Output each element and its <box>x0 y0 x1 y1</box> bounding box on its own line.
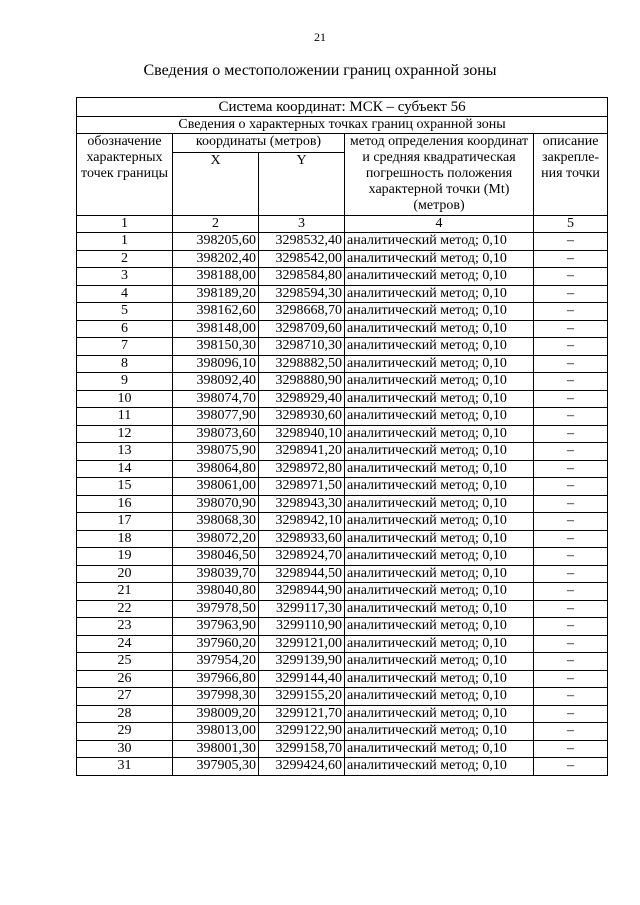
column-number: 3 <box>259 216 345 233</box>
x-coordinate-cell: 398061,00 <box>173 478 259 496</box>
table-row <box>77 600 608 618</box>
description-cell: – <box>534 723 608 741</box>
table-row <box>77 618 608 636</box>
table-row <box>77 443 608 461</box>
description-cell: – <box>534 285 608 303</box>
system-header-row <box>77 98 608 117</box>
x-coordinate-cell: 397960,20 <box>173 635 259 653</box>
y-coordinate-cell: 3299110,90 <box>259 618 345 636</box>
x-coordinate-cell: 398074,70 <box>173 390 259 408</box>
y-coordinate-cell: 3298710,30 <box>259 338 345 356</box>
method-cell: аналитический метод; 0,10 <box>345 565 534 583</box>
description-column-header: описание закрепле-ния точки <box>534 134 608 216</box>
point-number-cell: 24 <box>77 635 173 653</box>
method-cell: аналитический метод; 0,10 <box>345 320 534 338</box>
table-row <box>77 513 608 531</box>
designation-column-header: обозначение характерных точек границы <box>77 134 173 216</box>
method-column-header: метод определения координат и средняя квадратическая погрешность положения характерной точки (Mt) (метров) <box>345 134 534 216</box>
y-coordinate-cell: 3298942,10 <box>259 513 345 531</box>
method-cell: аналитический метод; 0,10 <box>345 495 534 513</box>
description-cell: – <box>534 530 608 548</box>
description-cell: – <box>534 338 608 356</box>
x-coordinate-cell: 398039,70 <box>173 565 259 583</box>
description-cell: – <box>534 705 608 723</box>
method-cell: аналитический метод; 0,10 <box>345 338 534 356</box>
x-coordinate-cell: 398064,80 <box>173 460 259 478</box>
table-row <box>77 478 608 496</box>
x-coordinate-cell: 398013,00 <box>173 723 259 741</box>
points-header-row <box>77 117 608 134</box>
description-cell: – <box>534 425 608 443</box>
y-coordinate-cell: 3299121,70 <box>259 705 345 723</box>
column-number: 5 <box>534 216 608 233</box>
x-coordinate-cell: 398073,60 <box>173 425 259 443</box>
description-cell: – <box>534 688 608 706</box>
description-cell: – <box>534 653 608 671</box>
description-cell: – <box>534 495 608 513</box>
x-coordinate-cell: 397963,90 <box>173 618 259 636</box>
point-number-cell: 7 <box>77 338 173 356</box>
y-coordinate-cell: 3298880,90 <box>259 373 345 391</box>
column-number: 2 <box>173 216 259 233</box>
method-cell: аналитический метод; 0,10 <box>345 583 534 601</box>
description-cell: – <box>534 565 608 583</box>
point-number-cell: 20 <box>77 565 173 583</box>
y-coordinate-cell: 3299117,30 <box>259 600 345 618</box>
description-cell: – <box>534 740 608 758</box>
table-row <box>77 653 608 671</box>
x-coordinate-cell: 398150,30 <box>173 338 259 356</box>
y-coordinate-cell: 3298944,90 <box>259 583 345 601</box>
point-number-cell: 19 <box>77 548 173 566</box>
description-cell: – <box>534 443 608 461</box>
x-coordinate-cell: 397978,50 <box>173 600 259 618</box>
point-number-cell: 18 <box>77 530 173 548</box>
description-cell: – <box>534 320 608 338</box>
y-coordinate-cell: 3298944,50 <box>259 565 345 583</box>
y-coordinate-cell: 3299155,20 <box>259 688 345 706</box>
point-number-cell: 16 <box>77 495 173 513</box>
table-row <box>77 530 608 548</box>
page-number: 21 <box>314 30 326 44</box>
x-coordinate-cell: 398202,40 <box>173 250 259 268</box>
x-coordinate-cell: 398075,90 <box>173 443 259 461</box>
method-cell: аналитический метод; 0,10 <box>345 740 534 758</box>
y-coordinate-cell: 3298972,80 <box>259 460 345 478</box>
point-number-cell: 30 <box>77 740 173 758</box>
method-cell: аналитический метод; 0,10 <box>345 425 534 443</box>
table-row <box>77 268 608 286</box>
method-cell: аналитический метод; 0,10 <box>345 478 534 496</box>
y-coordinate-cell: 3298943,30 <box>259 495 345 513</box>
column-headers-row-1 <box>77 134 608 153</box>
column-number: 1 <box>77 216 173 233</box>
x-coordinate-cell: 398070,90 <box>173 495 259 513</box>
table-row <box>77 723 608 741</box>
method-cell: аналитический метод; 0,10 <box>345 670 534 688</box>
method-cell: аналитический метод; 0,10 <box>345 250 534 268</box>
y-coordinate-cell: 3299144,40 <box>259 670 345 688</box>
table-row <box>77 425 608 443</box>
method-cell: аналитический метод; 0,10 <box>345 705 534 723</box>
description-cell: – <box>534 670 608 688</box>
y-coordinate-cell: 3298924,70 <box>259 548 345 566</box>
y-coordinate-cell: 3298668,70 <box>259 303 345 321</box>
method-cell: аналитический метод; 0,10 <box>345 285 534 303</box>
x-coordinate-cell: 398162,60 <box>173 303 259 321</box>
y-coordinate-cell: 3299158,70 <box>259 740 345 758</box>
table-row <box>77 338 608 356</box>
point-number-cell: 27 <box>77 688 173 706</box>
point-number-cell: 10 <box>77 390 173 408</box>
point-number-cell: 26 <box>77 670 173 688</box>
x-coordinate-cell: 397905,30 <box>173 758 259 776</box>
point-number-cell: 21 <box>77 583 173 601</box>
document-title: Сведения о местоположении границ охранной зоны <box>143 62 497 79</box>
column-number-row <box>77 216 608 233</box>
point-number-cell: 5 <box>77 303 173 321</box>
x-coordinate-cell: 398205,60 <box>173 233 259 251</box>
x-coordinate-cell: 398189,20 <box>173 285 259 303</box>
table-row <box>77 355 608 373</box>
y-coordinate-cell: 3298584,80 <box>259 268 345 286</box>
method-cell: аналитический метод; 0,10 <box>345 530 534 548</box>
y-coordinate-cell: 3298532,40 <box>259 233 345 251</box>
y-coordinate-cell: 3299122,90 <box>259 723 345 741</box>
point-number-cell: 6 <box>77 320 173 338</box>
x-coordinate-cell: 398009,20 <box>173 705 259 723</box>
point-number-cell: 25 <box>77 653 173 671</box>
x-coordinate-cell: 398046,50 <box>173 548 259 566</box>
table-row <box>77 460 608 478</box>
method-cell: аналитический метод; 0,10 <box>345 443 534 461</box>
description-cell: – <box>534 408 608 426</box>
method-cell: аналитический метод; 0,10 <box>345 653 534 671</box>
method-cell: аналитический метод; 0,10 <box>345 303 534 321</box>
table-row <box>77 705 608 723</box>
table-row <box>77 373 608 391</box>
description-cell: – <box>534 233 608 251</box>
y-column-header: Y <box>259 153 345 216</box>
description-cell: – <box>534 303 608 321</box>
point-number-cell: 1 <box>77 233 173 251</box>
method-cell: аналитический метод; 0,10 <box>345 758 534 776</box>
table-row <box>77 495 608 513</box>
table-row <box>77 548 608 566</box>
table-row <box>77 320 608 338</box>
method-cell: аналитический метод; 0,10 <box>345 548 534 566</box>
table-row <box>77 635 608 653</box>
y-coordinate-cell: 3298930,60 <box>259 408 345 426</box>
y-coordinate-cell: 3298933,60 <box>259 530 345 548</box>
point-number-cell: 8 <box>77 355 173 373</box>
point-number-cell: 15 <box>77 478 173 496</box>
y-coordinate-cell: 3298941,20 <box>259 443 345 461</box>
description-cell: – <box>534 548 608 566</box>
point-number-cell: 4 <box>77 285 173 303</box>
method-cell: аналитический метод; 0,10 <box>345 460 534 478</box>
point-number-cell: 9 <box>77 373 173 391</box>
table-row <box>77 565 608 583</box>
point-number-cell: 11 <box>77 408 173 426</box>
coordinates-column-header: координаты (метров) <box>173 134 345 153</box>
points-info-header: Сведения о характерных точках границ охранной зоны <box>77 117 608 134</box>
y-coordinate-cell: 3298594,30 <box>259 285 345 303</box>
x-coordinate-cell: 397998,30 <box>173 688 259 706</box>
x-coordinate-cell: 398068,30 <box>173 513 259 531</box>
x-coordinate-cell: 398001,30 <box>173 740 259 758</box>
point-number-cell: 14 <box>77 460 173 478</box>
method-cell: аналитический метод; 0,10 <box>345 268 534 286</box>
x-coordinate-cell: 397966,80 <box>173 670 259 688</box>
point-number-cell: 17 <box>77 513 173 531</box>
point-number-cell: 31 <box>77 758 173 776</box>
x-coordinate-cell: 397954,20 <box>173 653 259 671</box>
column-number: 4 <box>345 216 534 233</box>
x-coordinate-cell: 398077,90 <box>173 408 259 426</box>
method-cell: аналитический метод; 0,10 <box>345 513 534 531</box>
y-coordinate-cell: 3298709,60 <box>259 320 345 338</box>
point-number-cell: 28 <box>77 705 173 723</box>
point-number-cell: 29 <box>77 723 173 741</box>
description-cell: – <box>534 355 608 373</box>
method-cell: аналитический метод; 0,10 <box>345 355 534 373</box>
description-cell: – <box>534 600 608 618</box>
method-cell: аналитический метод; 0,10 <box>345 600 534 618</box>
description-cell: – <box>534 478 608 496</box>
point-number-cell: 13 <box>77 443 173 461</box>
y-coordinate-cell: 3298940,10 <box>259 425 345 443</box>
description-cell: – <box>534 460 608 478</box>
x-coordinate-cell: 398040,80 <box>173 583 259 601</box>
method-cell: аналитический метод; 0,10 <box>345 635 534 653</box>
table-row <box>77 740 608 758</box>
y-coordinate-cell: 3298542,00 <box>259 250 345 268</box>
description-cell: – <box>534 513 608 531</box>
x-coordinate-cell: 398092,40 <box>173 373 259 391</box>
coordinates-table <box>76 97 608 776</box>
description-cell: – <box>534 758 608 776</box>
table-row <box>77 670 608 688</box>
method-cell: аналитический метод; 0,10 <box>345 233 534 251</box>
point-number-cell: 3 <box>77 268 173 286</box>
point-number-cell: 12 <box>77 425 173 443</box>
method-cell: аналитический метод; 0,10 <box>345 688 534 706</box>
table-row <box>77 303 608 321</box>
x-coordinate-cell: 398072,20 <box>173 530 259 548</box>
y-coordinate-cell: 3299424,60 <box>259 758 345 776</box>
x-coordinate-cell: 398148,00 <box>173 320 259 338</box>
method-cell: аналитический метод; 0,10 <box>345 408 534 426</box>
x-coordinate-cell: 398096,10 <box>173 355 259 373</box>
coordinate-system-header: Система координат: МСК – субъект 56 <box>77 98 608 117</box>
table-row <box>77 408 608 426</box>
x-coordinate-cell: 398188,00 <box>173 268 259 286</box>
y-coordinate-cell: 3299121,00 <box>259 635 345 653</box>
description-cell: – <box>534 635 608 653</box>
method-cell: аналитический метод; 0,10 <box>345 723 534 741</box>
point-number-cell: 22 <box>77 600 173 618</box>
method-cell: аналитический метод; 0,10 <box>345 618 534 636</box>
table-row <box>77 233 608 251</box>
point-number-cell: 2 <box>77 250 173 268</box>
description-cell: – <box>534 268 608 286</box>
y-coordinate-cell: 3298929,40 <box>259 390 345 408</box>
point-number-cell: 23 <box>77 618 173 636</box>
table-row <box>77 390 608 408</box>
table-row <box>77 285 608 303</box>
description-cell: – <box>534 618 608 636</box>
table-row <box>77 758 608 776</box>
description-cell: – <box>534 373 608 391</box>
table-row <box>77 250 608 268</box>
method-cell: аналитический метод; 0,10 <box>345 373 534 391</box>
y-coordinate-cell: 3299139,90 <box>259 653 345 671</box>
x-column-header: X <box>173 153 259 216</box>
y-coordinate-cell: 3298882,50 <box>259 355 345 373</box>
description-cell: – <box>534 390 608 408</box>
description-cell: – <box>534 583 608 601</box>
description-cell: – <box>534 250 608 268</box>
table-row <box>77 583 608 601</box>
y-coordinate-cell: 3298971,50 <box>259 478 345 496</box>
method-cell: аналитический метод; 0,10 <box>345 390 534 408</box>
table-row <box>77 688 608 706</box>
